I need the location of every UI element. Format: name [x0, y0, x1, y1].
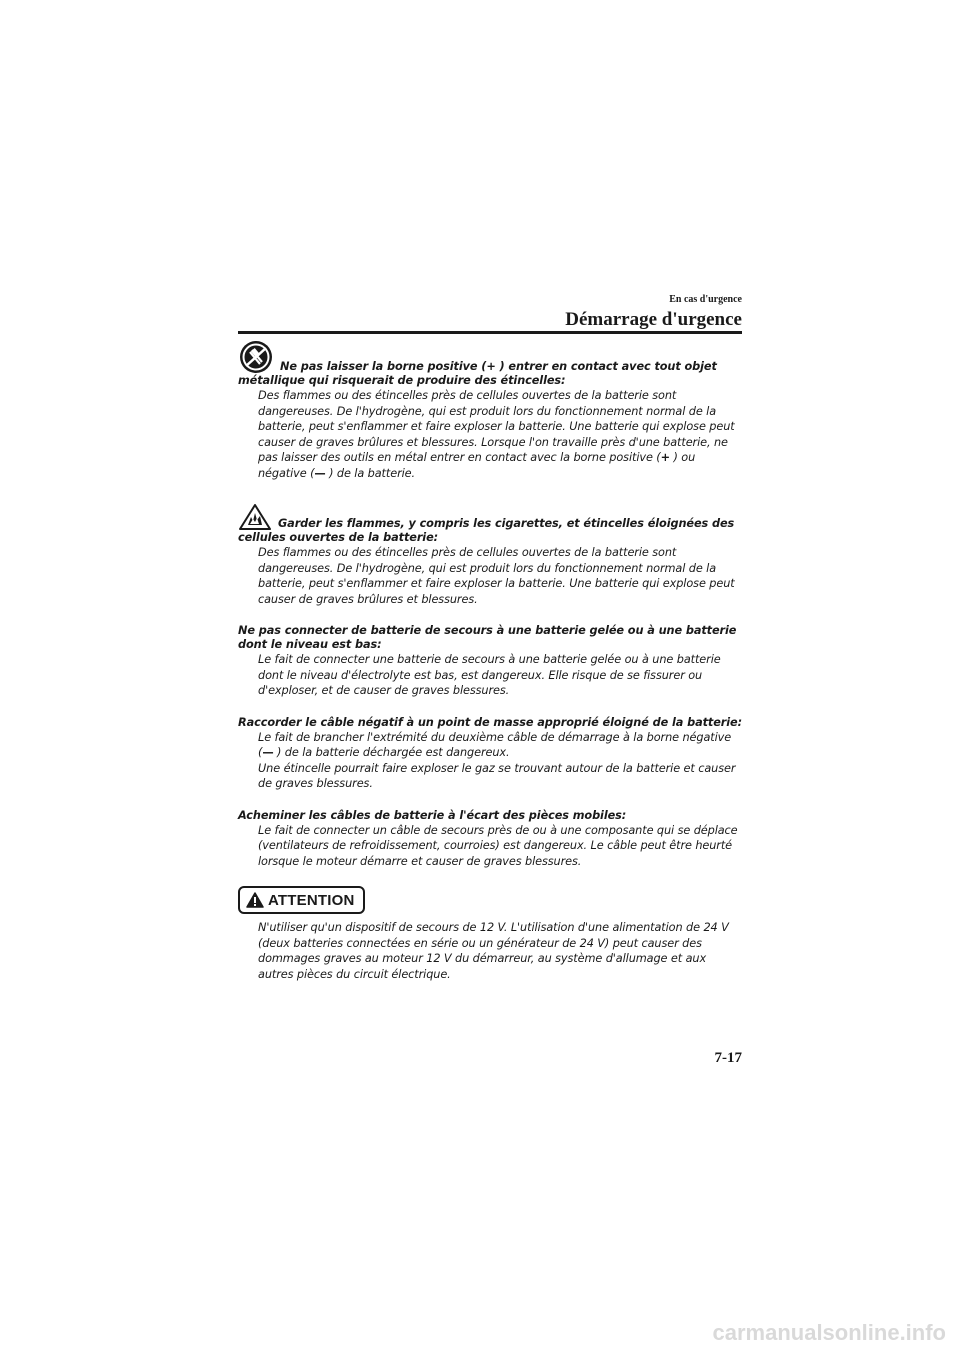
explosion-icon — [238, 503, 272, 531]
warning-heading: Ne pas laisser la borne positive (+ ) entrer en contact avec tout objet métallique qui risquerait de produire des étincelles: — [238, 340, 744, 388]
warning-item — [238, 624, 744, 699]
warning-body: Le fait de connecter un câble de secours près de ou à une composante qui se déplace (ventilateurs de refroidissement, courroies) est dangereux. Le câble peut être heurté lorsque le moteur démarre et causer de graves blessures. — [258, 823, 738, 868]
watermark: carmanualsonline.info — [712, 1320, 946, 1345]
page-title: Démarrage d'urgence — [565, 309, 742, 330]
header-rule — [238, 331, 742, 334]
attention-badge — [238, 886, 365, 914]
warning-heading: Ne pas connecter de batterie de secours à une batterie gelée ou à une batterie dont le niveau est bas: — [238, 624, 737, 651]
warning-body: Le fait de connecter une batterie de secours à une batterie gelée ou à une batterie dont le niveau d'électrolyte est bas, est dangereux. Elle risque de se fissurer ou d'exploser, et de causer de graves blessures. — [258, 653, 721, 697]
warning-heading: Raccorder le câble négatif à un point de masse approprié éloigné de la batterie: — [238, 715, 743, 729]
attention-label: ATTENTION — [268, 891, 355, 909]
no-metal-contact-icon — [238, 340, 274, 374]
warnings-content — [238, 340, 744, 982]
page-number: 7-17 — [714, 1050, 742, 1066]
warning-item — [238, 716, 744, 792]
section-label: En cas d'urgence — [669, 294, 742, 305]
warning-heading: Garder les flammes, y compris les cigarettes, et étincelles éloignées des cellules ouvertes de la batterie: — [238, 503, 744, 545]
attention-block — [238, 886, 744, 982]
attention-body: N'utiliser qu'un dispositif de secours de 12 V. L'utilisation d'une alimentation de 24 V (deux batteries connectées en série ou un générateur de 24 V) peut causer des dommages graves au moteur 12 V du démarreur, au système d'allumage et aux autres pièces du circuit électrique. — [258, 921, 729, 981]
section-header — [565, 294, 742, 332]
warning-item — [238, 340, 744, 481]
warning-heading: Acheminer les câbles de batterie à l'écart des pièces mobiles: — [238, 808, 627, 822]
warning-body: Des flammes ou des étincelles près de cellules ouvertes de la batterie sont dangereuses. De l'hydrogène, qui est produit lors du fonctionnement normal de la batterie, peut s'enflammer et faire exploser la batterie. Une batterie qui explose peut causer de graves brûlures et blessures. — [258, 546, 735, 606]
warning-item — [238, 809, 744, 870]
warning-body: Des flammes ou des étincelles près de cellules ouvertes de la batterie sont dangereuses. De l'hydrogène, qui est produit lors du fonctionnement normal de la batterie, peut s'enflammer et faire exploser la batterie. Une batterie qui explose peut causer de graves brûlures et blessures. Lorsque l'on travaille près d'une batterie, ne pas laisser des outils en métal entrer en contact avec la borne positive (+ ) ou négative (— ) de la batterie. — [258, 389, 735, 480]
warning-item — [238, 503, 744, 607]
warning-triangle-icon — [246, 892, 264, 908]
warning-body: Le fait de brancher l'extrémité du deuxième câble de démarrage à la borne négative (— ) de la batterie déchargée est dangereux. Une étincelle pourrait faire exploser le gaz se trouvant autour de la batterie et causer de graves blessures. — [258, 730, 736, 790]
